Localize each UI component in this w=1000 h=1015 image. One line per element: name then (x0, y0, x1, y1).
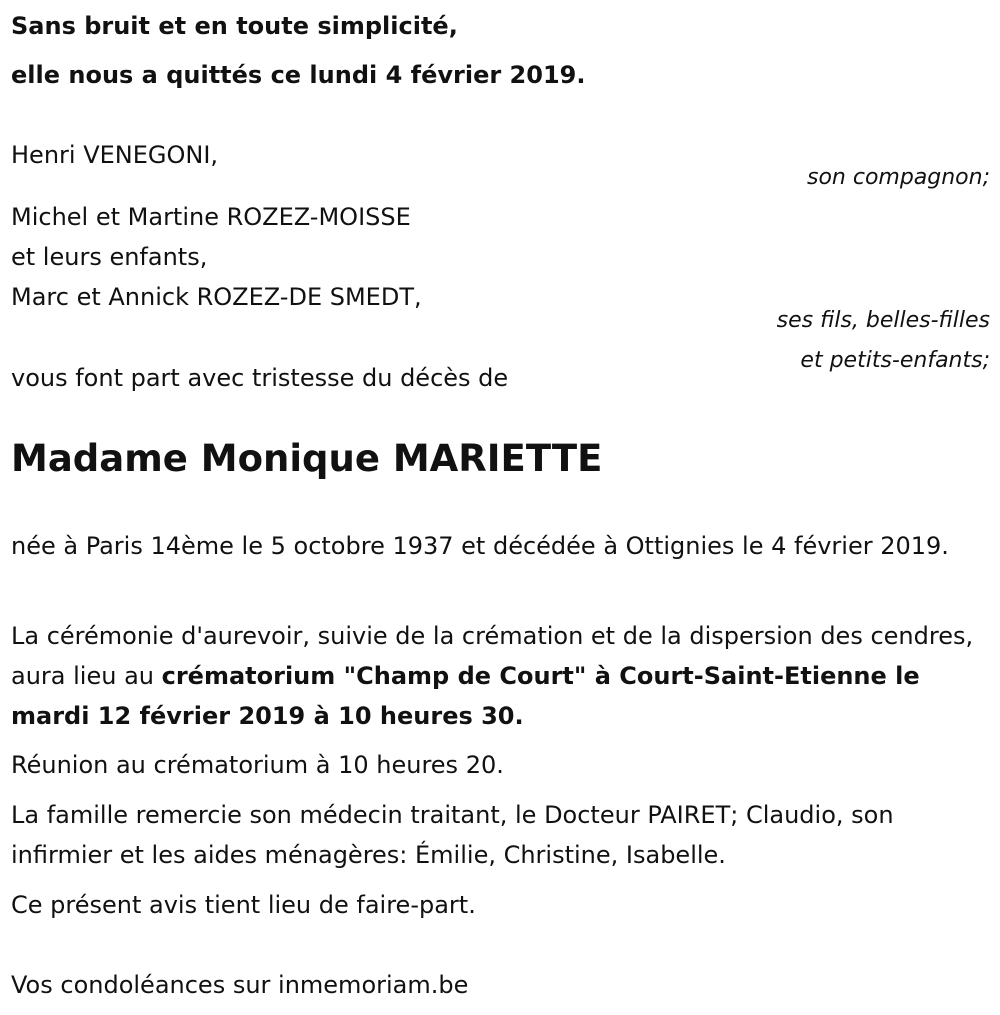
companion-relation: son compagnon; (806, 165, 990, 190)
ceremony-paragraph (11, 616, 991, 736)
condolences-link: Vos condoléances sur inmemoriam.be (11, 971, 469, 999)
ceremony-details: crématorium "Champ de Court" à Court-Saint-Etienne le mardi 12 février 2019 à 10 heures 30. (11, 662, 920, 730)
son-1-children: et leurs enfants, (11, 243, 208, 271)
companion-name: Henri VENEGONI, (11, 141, 219, 169)
intro-line-1: Sans bruit et en toute simplicité, (11, 12, 458, 40)
birth-death-paragraph: née à Paris 14ème le 5 octobre 1937 et décédée à Ottignies le 4 février 2019. (11, 532, 949, 560)
sons-relation-line-1: ses fils, belles-filles (776, 308, 990, 333)
deceased-name: Madame Monique MARIETTE (11, 437, 603, 480)
announcement: vous font part avec tristesse du décès de (11, 364, 509, 392)
thanks-paragraph: La famille remercie son médecin traitant, le Docteur PAIRET; Claudio, son infirmier et les aides ménagères: Émilie, Christine, Isabelle. (11, 801, 894, 869)
son-1-name: Michel et Martine ROZEZ-MOISSE (11, 203, 411, 231)
intro-line-2: elle nous a quittés ce lundi 4 février 2019. (11, 61, 586, 89)
son-2-name: Marc et Annick ROZEZ-DE SMEDT, (11, 283, 422, 311)
notice-paragraph: Ce présent avis tient lieu de faire-part. (11, 891, 476, 919)
ceremony-text: La cérémonie d'aurevoir, suivie de la crémation et de la dispersion des cendres, aura lieu au (11, 622, 974, 690)
meeting-paragraph: Réunion au crématorium à 10 heures 20. (11, 751, 504, 779)
sons-relation-line-2: et petits-enfants; (800, 348, 990, 373)
